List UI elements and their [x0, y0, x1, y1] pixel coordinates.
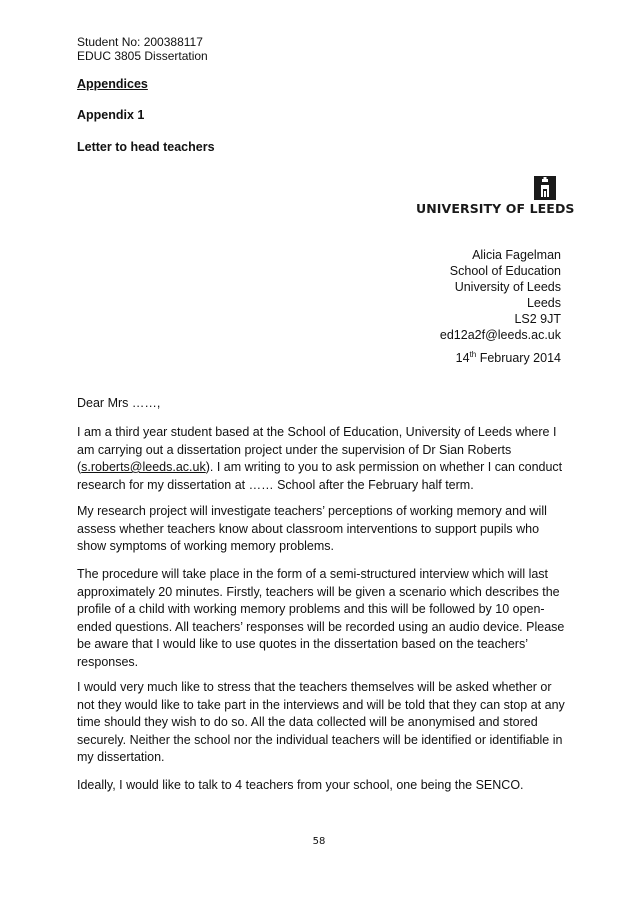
document-header	[77, 35, 208, 63]
sender-email: ed12a2f@leeds.ac.uk	[439, 328, 561, 342]
student-number: Student No: 200388117	[77, 35, 203, 49]
supervisor-email-link[interactable]: s.roberts@leeds.ac.uk	[81, 460, 206, 474]
sender-name: Alicia Fagelman	[472, 248, 561, 262]
paragraph-research: My research project will investigate teachers’ perceptions of working memory and will assess whether teachers know about classroom interventions to support pupils who show symptoms of working memory problems.	[77, 504, 547, 553]
university-logo-text: UNIVERSITY OF LEEDS	[416, 201, 575, 216]
sender-postcode: LS2 9JT	[514, 312, 561, 326]
paragraph-intro-text: I am a third year student based at the School of Education, University of Leeds where I am carrying out a dissertation project under the supervision of Dr Sian Roberts (	[77, 425, 557, 474]
sender-school: School of Education	[449, 264, 561, 278]
paragraph-procedure: The procedure will take place in the form of a semi-structured interview which will last approximately 20 minutes. Firstly, teachers will be given a scenario which describes the profile of a child with working memory problems and this will be followed by 10 open-ended questions. All teachers’ responses will be recorded using an audio device. Please be aware that I would like to use quotes in the dissertation based on the teachers’ responses.	[77, 567, 565, 669]
date-month-year: February 2014	[476, 351, 561, 365]
paragraph-intro-text-end: ). I am writing to you to ask permission on whether I can conduct research for my dissertation at …… School after the February half term.	[77, 460, 563, 492]
course-code: EDUC 3805 Dissertation	[77, 49, 208, 63]
paragraph-consent: I would very much like to stress that the teachers themselves will be asked whether or not they would like to take part in the interviews and will be told that they can stop at any time should they wish to do so. All the data collected will be anonymised and stored securely. Neither the school nor the individual teachers will be identified or identifiable in my dissertation.	[77, 680, 565, 764]
university-tower-icon	[534, 176, 556, 200]
appendix-heading: Appendix 1	[77, 108, 145, 122]
salutation: Dear Mrs ……,	[77, 396, 161, 410]
date-day: 14	[455, 351, 470, 365]
letter-date	[456, 351, 561, 365]
paragraph-request: Ideally, I would like to talk to 4 teachers from your school, one being the SENCO.	[77, 778, 524, 792]
letter-title: Letter to head teachers	[77, 140, 215, 154]
date-suffix: th	[469, 350, 477, 359]
university-logo	[416, 176, 575, 216]
page-number: 58	[312, 836, 326, 847]
sender-address	[440, 247, 561, 343]
appendices-heading: Appendices	[77, 77, 148, 91]
paragraph-introduction	[77, 424, 565, 494]
sender-university: University of Leeds	[454, 280, 561, 294]
sender-city: Leeds	[526, 296, 561, 310]
